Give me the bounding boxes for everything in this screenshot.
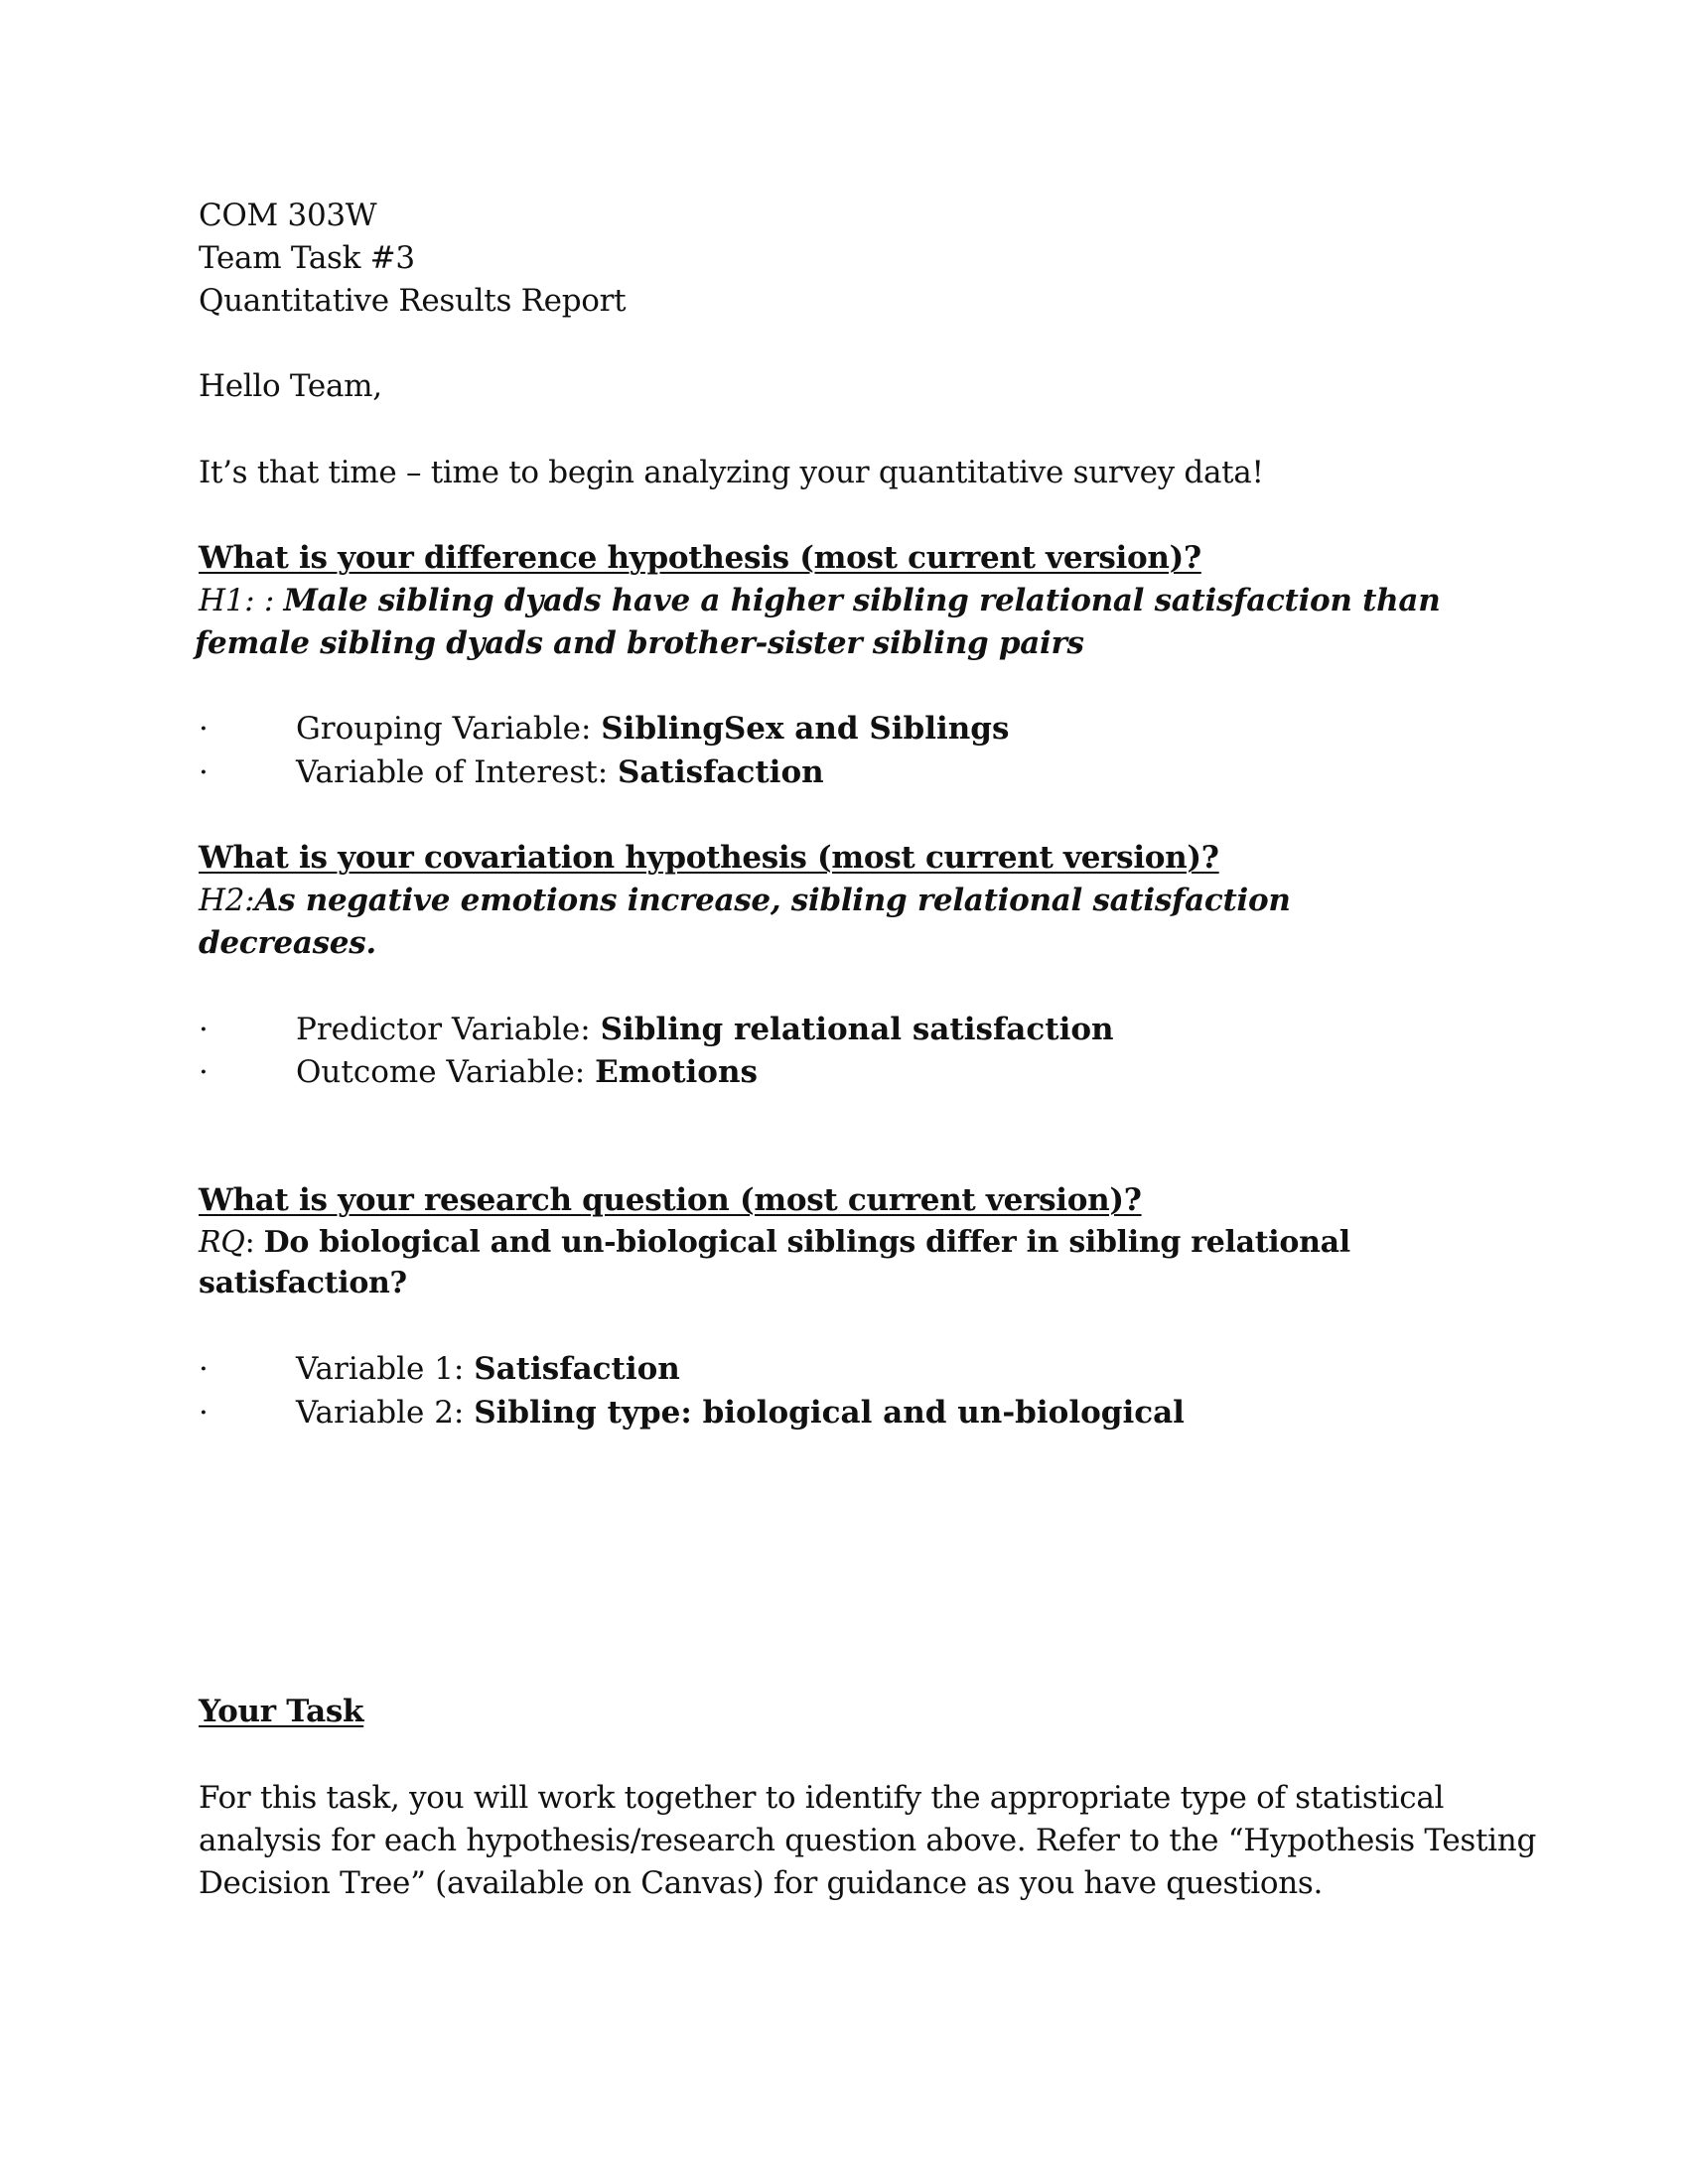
task-line-3: Decision Tree” (available on Canvas) for guidance as you have questions. — [199, 1865, 1324, 1901]
rq-colon: : — [244, 1225, 264, 1260]
h1-statement-line1 — [199, 579, 1440, 622]
h1-bullet-2-label: Variable of Interest: — [296, 754, 619, 790]
h2-label: H2: — [199, 883, 255, 918]
h1-bullet-1-value: SiblingSex and Siblings — [601, 711, 1010, 747]
task-line-1: For this task, you will work together to identify the appropriate type of statistical — [199, 1780, 1445, 1816]
h2-bullet-1-label: Predictor Variable: — [296, 1012, 601, 1047]
h2-bullet-2 — [296, 1050, 758, 1094]
rq-text-line2: satisfaction? — [199, 1266, 407, 1300]
h2-text-line1: As negative emotions increase, sibling relational satisfaction — [254, 883, 1291, 918]
h2-bullet-2-value: Emotions — [595, 1054, 758, 1090]
h2-bullet-1 — [296, 1008, 1114, 1051]
h1-text-line2: female sibling dyads and brother-sister sibling pairs — [195, 625, 1084, 661]
intro-text: It’s that time – time to begin analyzing your quantitative survey data! — [199, 455, 1264, 490]
rq-bullet-2-label: Variable 2: — [296, 1395, 475, 1431]
rq-bullet-2-marker: · — [199, 1395, 209, 1431]
course-code: COM 303W — [199, 198, 377, 233]
h1-bullet-2-value: Satisfaction — [618, 754, 824, 790]
h1-label: H1: : — [199, 583, 284, 618]
rq-bullet-1 — [296, 1347, 680, 1391]
h2-statement-line1 — [199, 879, 1291, 922]
rq-bullet-1-value: Satisfaction — [474, 1351, 680, 1387]
task-heading: Your Task — [199, 1694, 364, 1729]
report-title: Quantitative Results Report — [199, 283, 627, 319]
h2-text-line2: decreases. — [199, 925, 376, 961]
task-number: Team Task #3 — [199, 240, 415, 276]
h1-bullet-1-label: Grouping Variable: — [296, 711, 602, 747]
rq-text-line1: Do biological and un-biological siblings differ in sibling relational — [263, 1225, 1350, 1260]
h1-heading: What is your difference hypothesis (most current version)? — [199, 540, 1201, 576]
h2-bullet-2-marker: · — [199, 1054, 209, 1090]
rq-statement-line1 — [199, 1221, 1350, 1265]
rq-bullet-2 — [296, 1391, 1185, 1434]
h1-bullet-2-marker: · — [199, 754, 209, 790]
h2-heading: What is your covariation hypothesis (most current version)? — [199, 840, 1219, 876]
h1-text-line1: Male sibling dyads have a higher sibling relational satisfaction than — [283, 583, 1441, 618]
rq-bullet-1-marker: · — [199, 1351, 209, 1387]
h2-bullet-1-marker: · — [199, 1012, 209, 1047]
h2-bullet-1-value: Sibling relational satisfaction — [600, 1012, 1114, 1047]
greeting: Hello Team, — [199, 368, 382, 404]
h1-bullet-1-marker: · — [199, 711, 209, 747]
rq-heading: What is your research question (most current version)? — [199, 1182, 1142, 1218]
rq-bullet-2-value: Sibling type: biological and un-biological — [474, 1395, 1185, 1431]
h2-bullet-2-label: Outcome Variable: — [296, 1054, 596, 1090]
rq-bullet-1-label: Variable 1: — [296, 1351, 475, 1387]
task-line-2: analysis for each hypothesis/research question above. Refer to the “Hypothesis Testing — [199, 1823, 1537, 1858]
rq-label: RQ — [199, 1225, 245, 1260]
h1-bullet-2 — [296, 751, 824, 794]
h1-bullet-1 — [296, 707, 1009, 751]
